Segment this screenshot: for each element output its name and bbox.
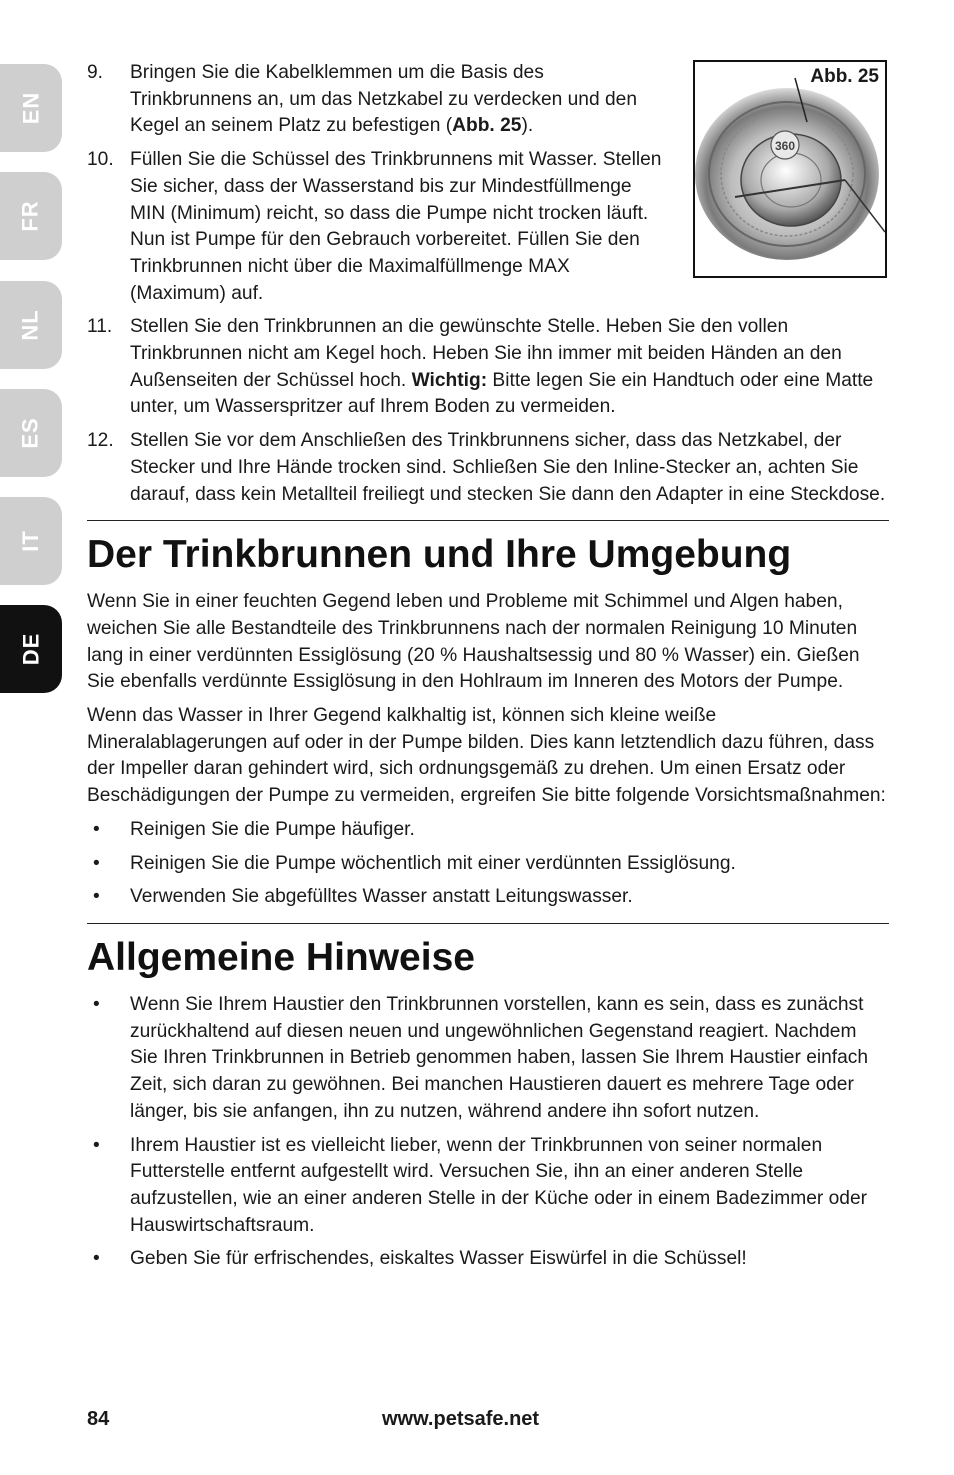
lang-tab-es[interactable]: ES <box>0 389 62 477</box>
main-content <box>87 60 889 1280</box>
list-item: • Reinigen Sie die Pumpe wöchentlich mit einer verdünnten Essiglösung. <box>87 851 889 878</box>
lang-tab-nl[interactable]: NL <box>0 281 62 369</box>
section-divider <box>87 520 889 521</box>
list-item: • Ihrem Haustier ist es vielleicht lieber, wenn der Trinkbrunnen von seiner normalen Futterstelle entfernt aufgestellt wird. Versuchen Sie, ihn an einer anderen Stelle aufzustellen, wie an einer anderen Stelle in der Küche oder in einem Badezimmer oder Hauswirtschaftsraum. <box>87 1133 889 1240</box>
list-item: • Reinigen Sie die Pumpe häufiger. <box>87 817 889 844</box>
step-number: 11. <box>87 316 113 338</box>
page-number: 84 <box>87 1408 110 1430</box>
step-9: 9. Bringen Sie die Kabelklemmen um die Basis des Trinkbrunnens an, um das Netzkabel zu verdecken und den Kegel an seinem Platz zu befestigen (Abb. 25). <box>87 62 637 137</box>
section-title-hinweise: Allgemeine Hinweise <box>87 935 475 979</box>
paragraph: Wenn Sie in einer feuchten Gegend leben und Probleme mit Schimmel und Algen haben, weichen Sie alle Bestandteile des Trinkbrunnens nach der normalen Reinigung 10 Minuten lang in einer verdünnten Essiglösung (20 % Haushaltsessig und 80 % Wasser) ein. Gießen Sie ebenfalls verdünnte Essiglösung in den Hohlraum im Inneren des Motors der Pumpe. <box>87 591 860 693</box>
step-12: 12. Stellen Sie vor dem Anschließen des Trinkbrunnens sicher, dass das Netzkabel, der Stecker und Ihre Hände trocken sind. Schließen Sie den Inline-Stecker an, achten Sie darauf, dass kein Metallteil freiliegt und stecken Sie dann den Adapter in eine Steckdose. <box>87 430 886 505</box>
lang-tab-fr[interactable]: FR <box>0 172 62 260</box>
bullet-list <box>87 992 889 1273</box>
step-10: 10. Füllen Sie die Schüssel des Trinkbrunnens mit Wasser. Stellen Sie sicher, dass der Wasserstand bis zur Mindestfüllmenge MIN (Minimum) reicht, so dass die Pumpe nicht trocken läuft. Nun ist Pumpe für den Gebrauch vorbereitet. Füllen Sie den Trinkbrunnen nicht über die Maximalfüllmenge MAX (Maximum) auf. <box>87 149 662 304</box>
lang-tab-de-active[interactable]: DE <box>0 605 62 693</box>
list-item: • Wenn Sie Ihrem Haustier den Trinkbrunnen vorstellen, kann es sein, dass es zunächst zurückhaltend auf diesen neuen und ungewöhnlichen Gegenstand reagiert. Nachdem Sie Ihren Trinkbrunnen in Betrieb genommen haben, lassen Sie Ihrem Haustier einfach Zeit, sich daran zu gewöhnen. Bei manchen Haustieren dauert es mehrere Tage oder länger, bis sie anfangen, ihn zu nutzen, während andere ihn sofort nutzen. <box>87 992 889 1126</box>
step-number: 10. <box>87 149 114 171</box>
list-item: • Geben Sie für erfrischendes, eiskaltes Wasser Eiswürfel in die Schüssel! <box>87 1246 889 1273</box>
list-item: • Verwenden Sie abgefülltes Wasser anstatt Leitungswasser. <box>87 884 889 911</box>
figure-label: Abb. 25 <box>810 66 879 87</box>
paragraph: Wenn das Wasser in Ihrer Gegend kalkhaltig ist, können sich kleine weiße Mineralablagerungen auf oder in der Pumpe bilden. Dies kann letztendlich dazu führen, dass der Impeller daran gehindert wird, sich ordnungsgemäß zu drehen. Um einen Ersatz oder Beschädigungen der Pumpe zu vermeiden, ergreifen Sie bitte folgende Vorsichtsmaßnahmen: <box>87 705 886 807</box>
bullet-list <box>87 817 889 911</box>
section-divider <box>87 923 889 924</box>
lang-tab-it[interactable]: IT <box>0 497 62 585</box>
step-11: 11. Stellen Sie den Trinkbrunnen an die gewünschte Stelle. Heben Sie den vollen Trinkbrunnen nicht am Kegel hoch. Heben Sie ihn immer mit beiden Händen an den Außenseiten der Schüssel hoch. Wichtig: Bitte legen Sie ein Handtuch oder eine Matte unter, um Wasserspritzer auf Ihrem Boden zu vermeiden. <box>87 316 874 418</box>
website-link[interactable]: www.petsafe.net <box>382 1408 540 1430</box>
lang-tab-en[interactable]: EN <box>0 64 62 152</box>
step-number: 9. <box>87 62 104 83</box>
logo-360-badge: 360 <box>774 139 796 153</box>
step-number: 12. <box>87 430 114 452</box>
section-title-umgebung: Der Trinkbrunnen und Ihre Umgebung <box>87 533 792 577</box>
